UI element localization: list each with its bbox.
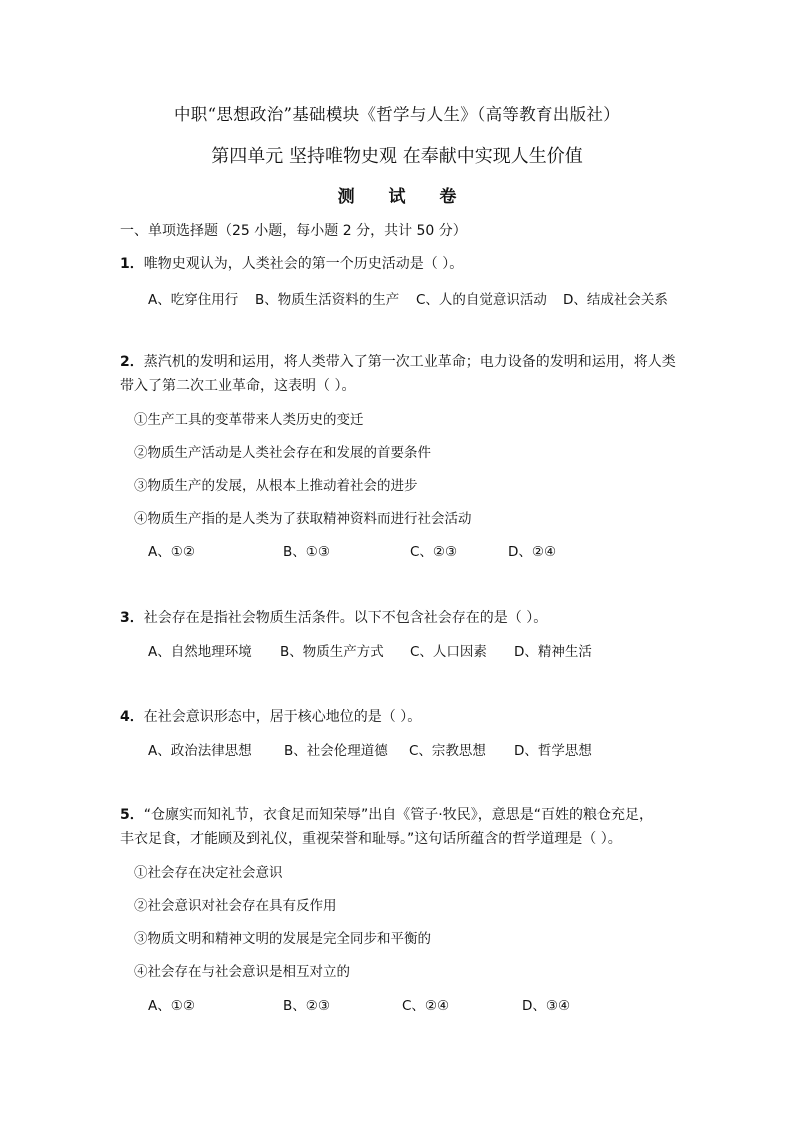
option-c: C、②③ [410,544,458,560]
question-2-stem-line2: 带入了第二次工业革命，这表明（ ）。 [120,378,356,394]
statement-2: ②社会意识对社会存在具有反作用 [134,898,337,914]
question-text: “仓廪实而知礼节，衣食足而知荣辱”出自《管子·牧民》，意思是“百姓的粮仓充足， [143,807,653,823]
statement-1: ①生产工具的变革带来人类历史的变迁 [134,412,364,428]
option-d: D、结成社会关系 [563,292,668,308]
question-3-stem [120,607,547,627]
section-heading: 一、单项选择题（25 小题，每小题 2 分，共计 50 分） [120,223,467,239]
question-number: 4． [120,709,144,725]
statement-3: ③物质文明和精神文明的发展是完全同步和平衡的 [134,931,431,947]
option-a: A、①② [148,544,195,560]
question-5-stem-line2: 丰衣足食，才能顾及到礼仪，重视荣誉和耻辱。”这句话所蕴含的哲学道理是（ ）。 [120,831,622,847]
question-4-stem [120,706,421,726]
unit-title: 第四单元 坚持唯物史观 在奉献中实现人生价值 [211,146,583,167]
question-text: 社会存在是指社会物质生活条件。以下不包含社会存在的是（ ）。 [143,610,548,626]
question-number: 5． [120,807,144,823]
statement-4: ④物质生产指的是人类为了获取精神资料而进行社会活动 [134,511,472,527]
option-b: B、物质生活资料的生产 [255,292,400,308]
statement-1: ①社会存在决定社会意识 [134,865,283,881]
question-text: 蒸汽机的发明和运用，将人类带入了第一次工业革命；电力设备的发明和运用，将人类 [143,354,676,370]
option-b: B、①③ [283,544,330,560]
statement-4: ④社会存在与社会意识是相互对立的 [134,964,350,980]
question-1-stem [120,253,463,273]
question-number: 1． [120,256,144,272]
option-b: B、社会伦理道德 [284,743,388,759]
question-number: 2． [120,354,144,370]
option-c: C、人的自觉意识活动 [416,292,547,308]
option-a: A、吃穿住用行 [148,292,239,308]
question-5-stem [120,804,653,824]
option-d: D、②④ [508,544,557,560]
option-a: A、自然地理环境 [148,644,252,660]
option-a: A、政治法律思想 [148,743,252,759]
option-d: D、哲学思想 [514,743,592,759]
statement-2: ②物质生产活动是人类社会存在和发展的首要条件 [134,445,431,461]
option-c: C、宗教思想 [409,743,486,759]
document-title: 中职“思想政治”基础模块《哲学与人生》（高等教育出版社） [173,105,621,124]
statement-3: ③物质生产的发展，从根本上推动着社会的进步 [134,478,418,494]
option-b: B、②③ [283,998,330,1014]
question-2-stem [120,351,676,371]
test-paper-subtitle: 测 试 卷 [337,187,471,207]
question-number: 3． [120,610,144,626]
option-a: A、①② [148,998,195,1014]
option-c: C、人口因素 [410,644,487,660]
option-d: D、精神生活 [514,644,592,660]
option-b: B、物质生产方式 [280,644,384,660]
question-text: 唯物史观认为，人类社会的第一个历史活动是（ ）。 [143,256,464,272]
option-c: C、②④ [402,998,450,1014]
option-d: D、③④ [522,998,571,1014]
question-text: 在社会意识形态中，居于核心地位的是（ ）。 [143,709,422,725]
